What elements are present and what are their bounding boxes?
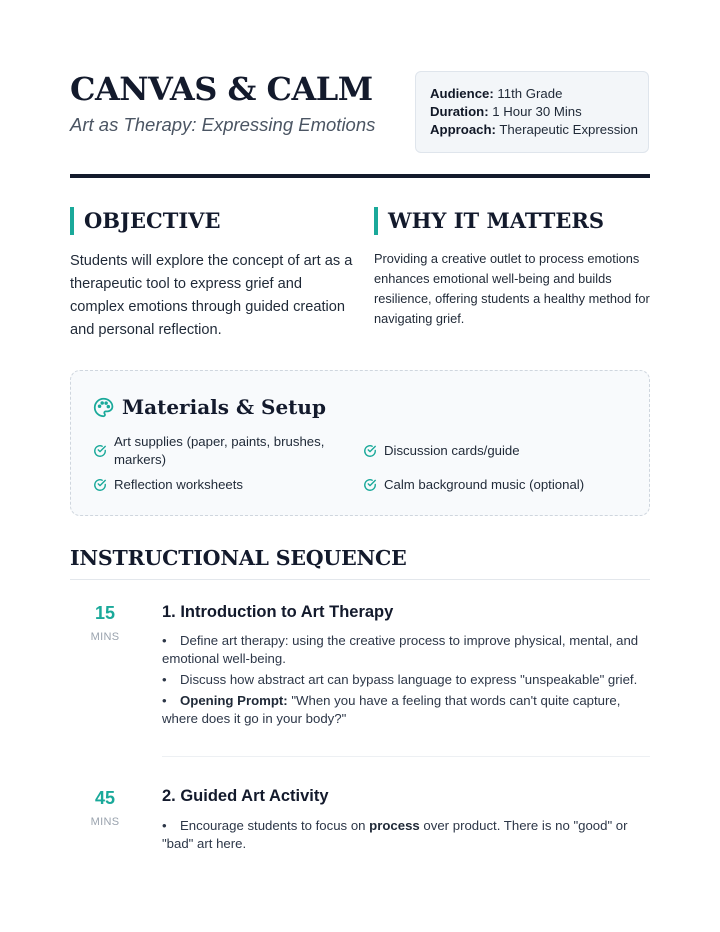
step-bullet-bold: Opening Prompt: [180, 693, 288, 708]
step-divider [162, 756, 650, 757]
check-circle-icon [93, 444, 107, 458]
step-minutes: 15 [94, 603, 116, 623]
materials-item [363, 476, 633, 494]
materials-item [93, 433, 333, 469]
page-subtitle: Art as Therapy: Expressing Emotions [70, 114, 376, 135]
objective-heading: OBJECTIVE [70, 207, 220, 235]
lesson-meta-box [415, 71, 649, 153]
step-bullet-text: Encourage students to focus on [180, 818, 370, 833]
meta-duration-value: 1 Hour 30 Mins [488, 104, 582, 119]
meta-audience [430, 85, 648, 103]
why-text: Providing a creative outlet to process emotions enhances emotional well-being and builds resilience, offering students a healthy method for navigating grief. [374, 251, 650, 326]
materials-header [93, 393, 326, 421]
step-bullet: • Encourage students to focus on process over product. There is no "good" or "bad" art here. [162, 818, 628, 851]
meta-approach-value: Therapeutic Expression [495, 122, 638, 137]
sequence-divider [70, 579, 650, 580]
header-divider [70, 174, 650, 178]
step-bullet-text: over product. There is no "good" or "bad" art here. [162, 818, 628, 851]
step-bullet: • Opening Prompt: "When you have a feeling that words can't quite capture, where does it go in your body?" [162, 693, 621, 726]
step-bullet-text: "When you have a feeling that words can't quite capture, where does it go in your body?" [162, 693, 621, 726]
meta-approach [430, 121, 648, 139]
step-bullet-list [162, 817, 650, 856]
meta-duration-label: Duration: [430, 104, 489, 119]
meta-approach-label: Approach: [430, 122, 496, 137]
step-bullet-bold: process [369, 818, 420, 833]
materials-item [363, 442, 633, 460]
step-minutes-unit: MINS [90, 631, 120, 643]
step-title: 2. Guided Art Activity [162, 787, 329, 805]
meta-audience-label: Audience: [430, 86, 494, 101]
meta-duration [430, 103, 648, 121]
sequence-heading: INSTRUCTIONAL SEQUENCE [70, 546, 407, 570]
page-title: CANVAS & CALM [70, 70, 373, 108]
materials-panel [70, 370, 650, 516]
meta-audience-value: 11th Grade [493, 86, 563, 101]
check-circle-icon [363, 478, 377, 492]
step-bullet-text: Define art therapy: using the creative process to improve physical, mental, and emotional well-being. [162, 633, 639, 666]
step-bullet: • Discuss how abstract art can bypass language to express "unspeakable" grief. [162, 672, 638, 687]
step-minutes: 45 [94, 788, 116, 808]
step-title: 1. Introduction to Art Therapy [162, 603, 394, 621]
materials-item-label: Discussion cards/guide [384, 443, 520, 458]
materials-item-label: Art supplies (paper, paints, brushes, markers) [114, 434, 325, 467]
step-minutes-unit: MINS [90, 816, 120, 828]
objective-text: Students will explore the concept of art as a therapeutic tool to express grief and complex emotions through guided creation and personal reflection. [70, 253, 353, 338]
check-circle-icon [93, 478, 107, 492]
materials-item [93, 476, 343, 494]
check-circle-icon [363, 444, 377, 458]
step-bullet-text: Discuss how abstract art can bypass language to express "unspeakable" grief. [180, 672, 638, 687]
materials-item-label: Calm background music (optional) [384, 477, 585, 492]
why-heading: WHY IT MATTERS [374, 207, 604, 235]
materials-item-label: Reflection worksheets [114, 477, 244, 492]
materials-title: Materials & Setup [122, 395, 326, 419]
step-bullet: • Define art therapy: using the creative process to improve physical, mental, and emotional well-being. [162, 633, 639, 666]
palette-icon [93, 397, 114, 418]
step-bullet-list [162, 632, 650, 731]
